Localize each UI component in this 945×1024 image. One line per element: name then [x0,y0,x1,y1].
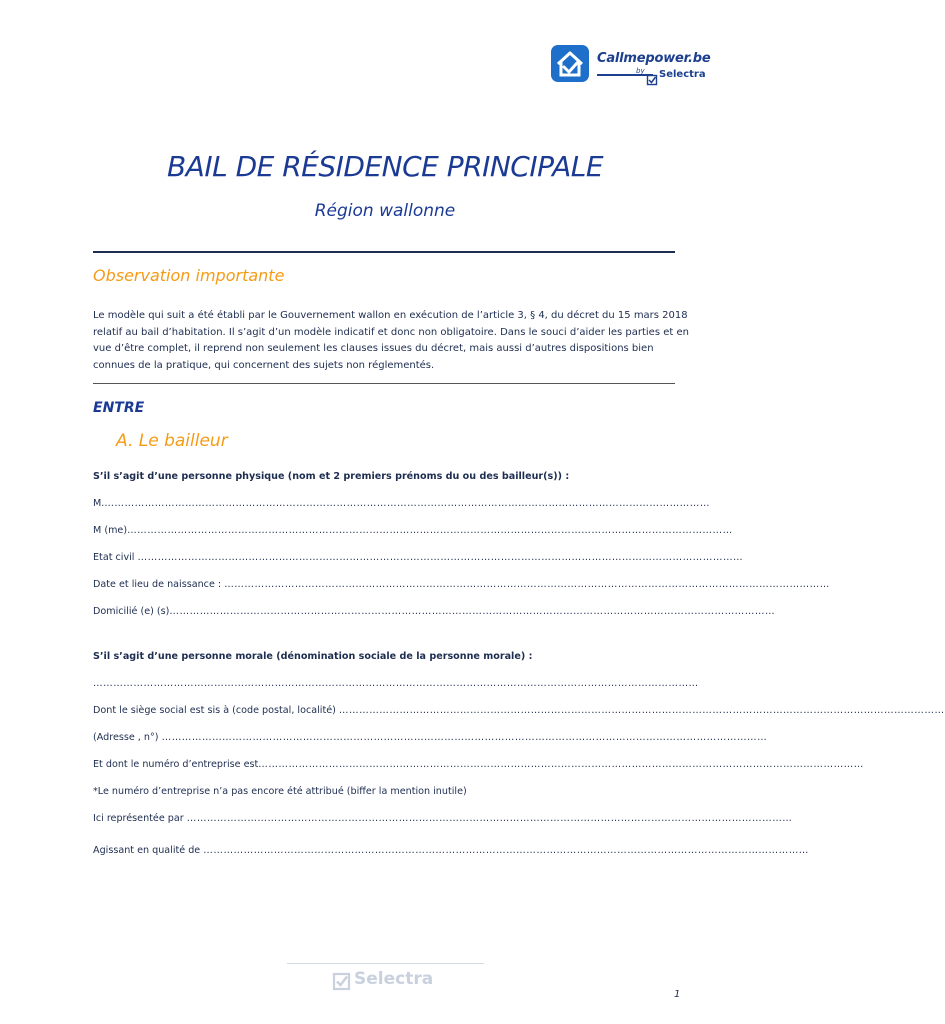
field-label: Agissant en qualité de [93,845,204,856]
brand-name: Callmepower.be [597,51,711,66]
fill-dots: ……………………………………………………………………………………………………………………………………………………………… [258,759,864,770]
document-subtitle: Région wallonne [314,201,456,221]
fill-dots: ……………………………………………………………………………………………………………………………………………………………… [104,498,710,509]
brand-by: by [636,67,645,75]
field-etat-civil[interactable] [93,552,744,567]
house-check-icon [551,45,589,82]
footer-logo-text: Selectra [354,969,434,989]
field-siege-social[interactable] [93,705,945,720]
fill-dots: ……………………………………………………………………………………………………………………………………………………………… [203,845,809,856]
observation-divider [93,383,675,384]
brand-partner: Selectra [659,69,706,80]
fill-dots: ……………………………………………………………………………………………………………………………………………………………… [127,525,733,536]
observation-text: Le modèle qui suit a été établi par le Gouvernement wallon en exécution de l’article 3, § 4, du décret du 15 mars 2018 relatif au bail d’habitation. Il s’agit d’un modèle indicatif et donc non obligatoire. Dans le souci d’aider les parties et en vue d’être complet, il reprend non seulement les clauses issues du décret, mais aussi d’autres dispositions bien connues de la pratique, qui concernent des sujets non réglementés. [93,310,689,371]
field-monsieur[interactable] [93,498,710,513]
fill-dots: ……………………………………………………………………………………………………………………………………………………………… [186,813,793,824]
field-representee-par[interactable] [93,813,793,828]
field-madame[interactable] [93,525,733,540]
fill-dots: ……………………………………………………………………………………………………………………………………………………………… [169,606,776,617]
section-a-heading: A. Le bailleur [116,431,228,451]
field-qualite[interactable] [93,845,809,860]
morale-heading: S’il s’agit d’une personne morale (dénomination sociale de la personne morale) : [93,651,533,662]
selectra-footer-icon [333,973,350,994]
entre-heading: ENTRE [93,400,145,416]
observation-heading: Observation importante [93,266,285,285]
selectra-small-icon [647,70,657,89]
fill-dots: ……………………………………………………………………………………………………………………………………………………………… [338,705,945,716]
title-divider [93,251,675,253]
physique-heading: S’il s’agit d’une personne physique (nom et 2 premiers prénoms du ou des bailleur(s)) : [93,471,570,482]
field-label: M. [93,498,105,509]
fill-dots: ……………………………………………………………………………………………………………………………………………………………… [137,552,744,563]
field-domicile[interactable] [93,606,776,621]
field-numero-entreprise[interactable] [93,759,864,774]
field-label: Domicilié (e) (s) [93,606,170,617]
field-naissance[interactable] [93,579,830,594]
numero-entreprise-note: *Le numéro d’entreprise n’a pas encore été attribué (biffer la mention inutile) [93,786,467,797]
footer-divider [287,963,484,964]
field-label: Dont le siège social est sis à (code postal, localité) [93,705,339,716]
field-label: Date et lieu de naissance : [93,579,225,590]
page-number: 1 [674,989,681,1000]
fill-dots: ……………………………………………………………………………………………………………………………………………………………… [224,579,830,590]
field-denomination[interactable] [93,678,699,693]
field-label: (Adresse , n°) [93,732,162,743]
field-label: Et dont le numéro d’entreprise est [93,759,259,770]
field-label: M (me) [93,525,128,536]
field-label: Etat civil [93,552,138,563]
document-title: BAIL DE RÉSIDENCE PRINCIPALE [166,150,604,183]
field-adresse[interactable] [93,732,768,747]
fill-dots: ……………………………………………………………………………………………………………………………………………………………… [161,732,768,743]
fill-dots: ……………………………………………………………………………………………………………………………………………………………… [93,678,699,689]
field-label: Ici représentée par [93,813,187,824]
